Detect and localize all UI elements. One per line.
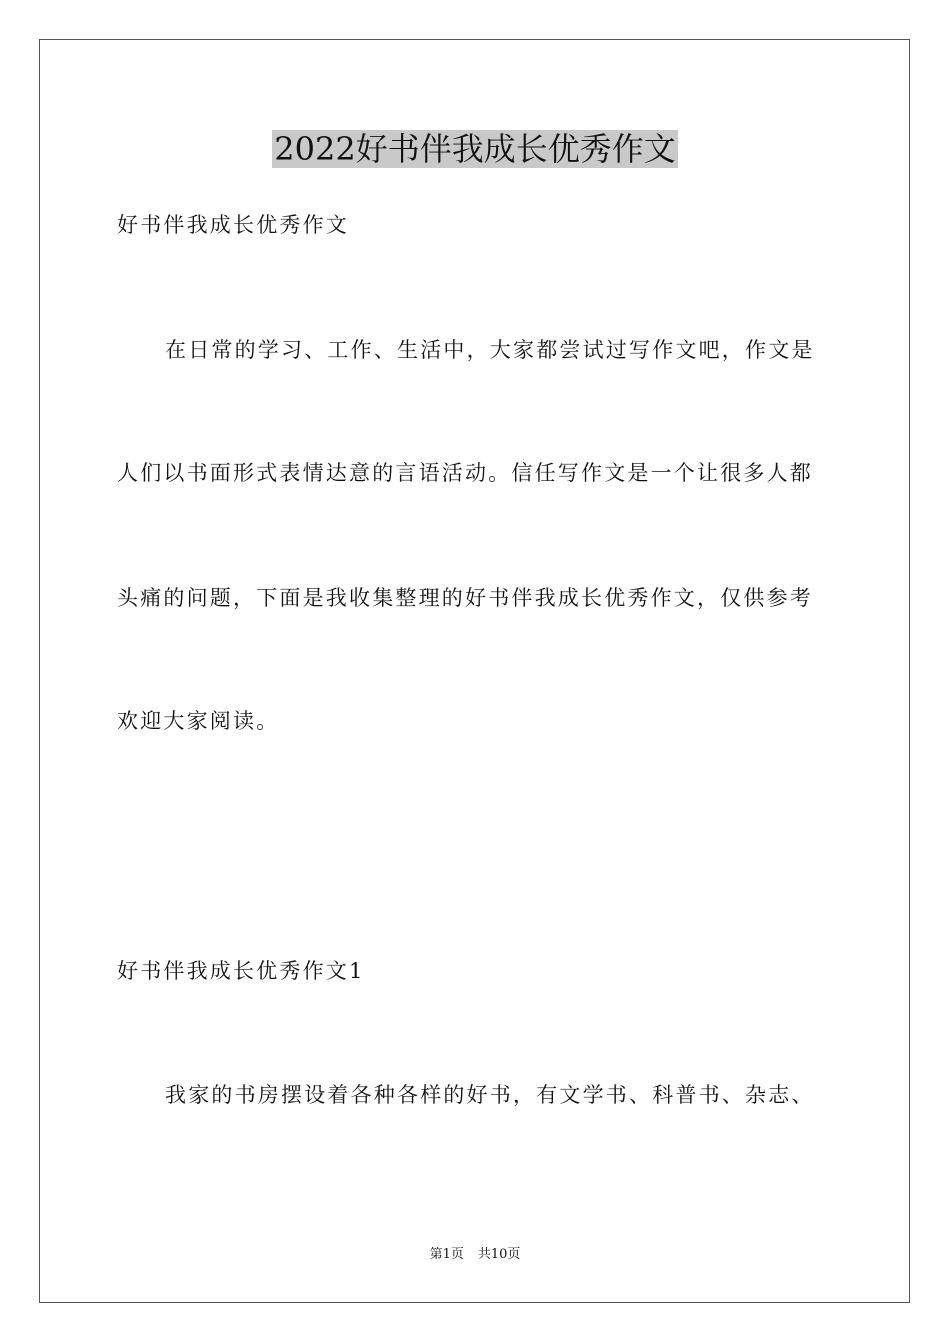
paragraph-line: 我家的书房摆设着各种各样的好书，有文学书、科普书、杂志、 (165, 1083, 815, 1107)
document-title (0, 127, 950, 171)
page-number: 第1页 (429, 1247, 464, 1262)
paragraph-line: 头痛的问题，下面是我收集整理的好书伴我成长优秀作文，仅供参考 (117, 586, 813, 610)
paragraph-line: 在日常的学习、工作、生活中，大家都尝试过写作文吧，作文是 (165, 338, 815, 362)
document-subtitle: 好书伴我成长优秀作文 (117, 213, 349, 237)
document-title-text: 2022好书伴我成长优秀作文 (274, 130, 676, 168)
page-footer (0, 1246, 950, 1264)
page-total: 共10页 (477, 1247, 521, 1262)
paragraph-line: 欢迎大家阅读。 (117, 709, 280, 733)
paragraph-line: 人们以书面形式表情达意的言语活动。信任写作文是一个让很多人都 (117, 461, 813, 485)
section-heading: 好书伴我成长优秀作文1 (117, 959, 365, 983)
